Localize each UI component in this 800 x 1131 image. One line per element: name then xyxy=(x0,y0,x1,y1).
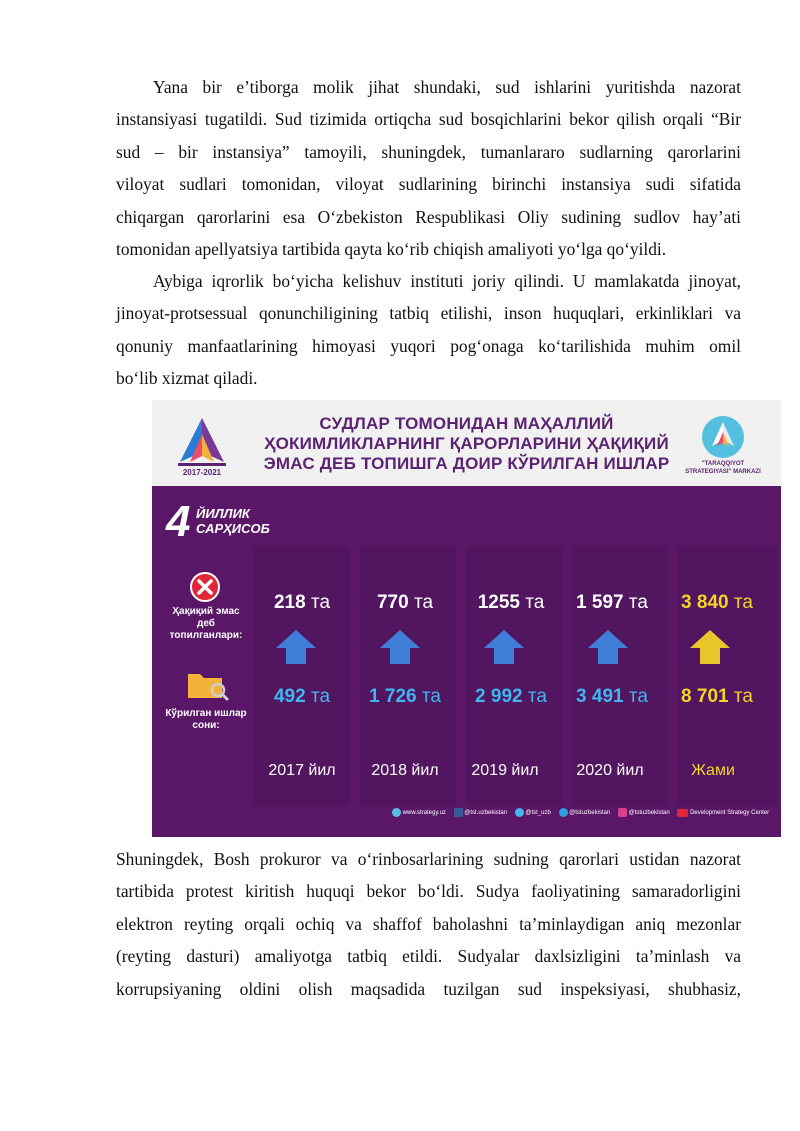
instagram-icon xyxy=(618,808,627,817)
total-number: 1 726 xyxy=(369,686,417,707)
invalid-value xyxy=(662,592,772,614)
title-line: СУДЛАР ТОМОНИДАН МАҲАЛЛИЙ xyxy=(319,414,614,433)
arrow-up-icon xyxy=(482,628,526,666)
text-line: qonuniy manfaatlarining himoyasi yuqori pog‘onaga ko‘tarilishida muhim omil xyxy=(116,335,741,356)
badge-number: 4 xyxy=(166,497,191,546)
badge-text xyxy=(196,506,270,536)
text-line: tartibida protest kiritish huquqi bekor bo‘ldi. Sudya faoliyatining samaradorligini xyxy=(116,881,741,902)
total-value xyxy=(456,686,566,708)
invalid-number: 218 xyxy=(273,592,306,613)
total-value xyxy=(350,686,460,708)
close-icon xyxy=(190,572,220,602)
year-label: 2020 йил xyxy=(576,762,644,779)
text-line: elektron reyting orqali ochiq va shaffof baholashni ta’minlaydigan aniq mezonlar xyxy=(116,913,741,934)
unit-label: та xyxy=(525,592,545,613)
unit-label: та xyxy=(310,592,331,613)
total-value xyxy=(557,686,667,708)
arrow-up-icon xyxy=(274,628,318,666)
invalid-value xyxy=(350,592,460,614)
invalid-number: 1 597 xyxy=(576,592,624,613)
unit-label: та xyxy=(421,686,441,707)
total-number: 492 xyxy=(273,686,306,707)
unit-label: та xyxy=(310,686,331,707)
infographic xyxy=(152,400,781,837)
unit-label: та xyxy=(628,686,648,707)
center-logo-icon xyxy=(700,414,746,460)
year-label: 2019 йил xyxy=(471,762,539,779)
title-line: ҲОКИМЛИКЛАРНИНГ ҚАРОРЛАРИНИ ҲАҚИҚИЙ xyxy=(264,434,669,453)
badge-text-line: САРҲИСОБ xyxy=(196,521,270,536)
infographic-panel xyxy=(152,486,781,837)
invalid-value xyxy=(247,592,357,614)
invalid-value xyxy=(557,592,667,614)
unit-label: та xyxy=(733,592,753,613)
unit-label: та xyxy=(733,686,753,707)
paragraph-2 xyxy=(116,265,741,395)
unit-label: та xyxy=(527,686,547,707)
social-footer xyxy=(392,808,772,824)
arrow-up-icon xyxy=(688,628,732,666)
text-line: jinoyat-protsessual qonunchiligining tatbiq etilishi, inson huquqlari, erkinliklari va xyxy=(116,303,741,324)
unit-label: та xyxy=(413,592,434,613)
total-number: 2 992 xyxy=(475,686,523,707)
text-line: Aybiga iqrorlik bo‘yicha kelishuv instituti joriy qilindi. U mamlakatda jinoyat, xyxy=(153,271,741,291)
invalid-number: 770 xyxy=(376,592,409,613)
paragraph-1 xyxy=(116,71,741,265)
badge-text-line: ЙИЛЛИК xyxy=(196,506,250,521)
year-label: 2018 йил xyxy=(371,762,439,779)
text-line: Shuningdek, Bosh prokuror va o‘rinbosarlarining sudning qarorlari ustidan nazorat xyxy=(116,849,741,869)
invalid-number: 3 840 xyxy=(681,592,729,613)
footer-youtube: Development Strategy Center xyxy=(690,810,770,817)
text-line: Yana bir e’tiborga molik jihat shundaki, sud ishlarini yuritishda nazorat xyxy=(153,77,741,97)
logo-right-caption: "TARAQQIYOT STRATEGIYASI" MARKAZI xyxy=(685,461,761,475)
year-label: 2017 йил xyxy=(268,762,336,779)
invalid-number: 1255 xyxy=(477,592,520,613)
footer-facebook: @tst.uzbekistan xyxy=(464,810,508,817)
year-label: Жами xyxy=(691,762,735,779)
total-value xyxy=(247,686,357,708)
youtube-icon xyxy=(677,809,688,817)
row-invalid-label: Ҳақиқий эмас деб топилганлари: xyxy=(169,606,243,641)
footer-website: www.strategy.uz xyxy=(402,810,446,817)
text-line: korrupsiyaning oldini olish maqsadida tuzilgan sud inspeksiyasi, shubhasiz, xyxy=(116,978,741,999)
invalid-value xyxy=(456,592,566,614)
footer-instagram-2: @tstuzbekistan xyxy=(628,810,670,817)
globe-icon xyxy=(392,808,401,817)
total-number: 8 701 xyxy=(681,686,729,707)
total-number: 3 491 xyxy=(576,686,624,707)
instagram-icon xyxy=(515,808,524,817)
footer-instagram: @tst_uzb xyxy=(525,810,551,817)
arrow-up-icon xyxy=(586,628,630,666)
logo-left-caption: 2017-2021 xyxy=(182,468,222,477)
paragraph-3 xyxy=(116,843,741,1005)
title-line: ЭМАС ДЕБ ТОПИШГА ДОИР КЎРИЛГАН ИШЛАР xyxy=(263,454,670,473)
text-line: chiqargan qarorlarini esa O‘zbekiston Respublikasi Oliy sudining sudlov hay’ati xyxy=(116,206,741,227)
infographic-header xyxy=(152,400,781,486)
facebook-icon xyxy=(454,808,463,817)
text-line: sud – bir instansiya” tamoyili, shuningdek, tumanlararo sudlarning qarorlarini xyxy=(116,141,741,162)
text-line: bo‘lib xizmat qiladi. xyxy=(116,368,258,389)
footer-telegram: @tstuzbekistan xyxy=(569,810,611,817)
row-total-label: Кўрилган ишлар сони: xyxy=(165,708,247,731)
text-line: tomonidan apellyatsiya tartibida qayta ko‘rib chiqish amaliyoti yo‘lga qo‘yildi. xyxy=(116,239,667,260)
folder-search-icon xyxy=(186,668,230,702)
text-line: (reyting dasturi) amaliyotga tatbiq etildi. Sudyalar daxlsizligini ta’minlash va xyxy=(116,946,741,967)
arrow-up-icon xyxy=(378,628,422,666)
text-line: viloyat sudlari tomonidan, viloyat sudlarining birinchi instansiya sudi sifatida xyxy=(116,174,741,195)
total-value xyxy=(662,686,772,708)
unit-label: та xyxy=(628,592,648,613)
text-line: instansiyasi tugatildi. Sud tizimida ortiqcha sud bosqichlarini bekor qilish orqali “Bir xyxy=(116,109,741,130)
telegram-icon xyxy=(559,808,568,817)
